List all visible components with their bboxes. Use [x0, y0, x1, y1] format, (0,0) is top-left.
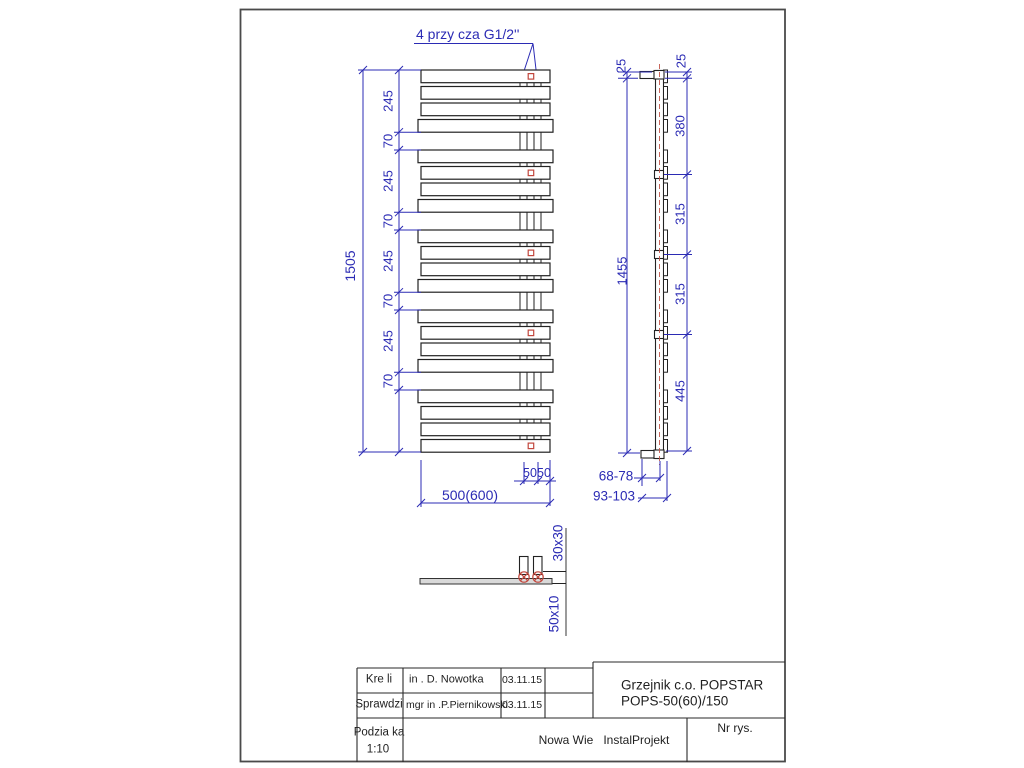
bracket-4: [655, 331, 664, 339]
dim-spacing-1: 380: [672, 115, 688, 137]
section-view: [420, 528, 566, 636]
drawn-by: in . D. Nowotka: [409, 673, 484, 686]
bracket-2: [655, 171, 664, 179]
company: InstalProjekt: [603, 733, 670, 747]
dim-chain-4: 70: [380, 213, 396, 229]
panel-section: [420, 579, 552, 585]
dim-top-left: 25: [613, 58, 629, 74]
drawing-no-label: Nr rys.: [717, 721, 753, 735]
location-company: [539, 734, 670, 746]
front-panels: [418, 70, 553, 452]
dim-bracket-span: 1455: [614, 256, 630, 286]
dim-pitch-b: 50: [537, 465, 551, 480]
location: Nowa Wie: [538, 733, 594, 747]
dim-pitch-a: 50: [523, 465, 537, 480]
dim-wall-to-front: 93-103: [592, 488, 636, 504]
dim-panel-size: 50x10: [546, 595, 562, 633]
checked-by: mgr in .P.Piernikowski: [406, 698, 508, 711]
drawing-title-line2: POPS-50(60)/150: [621, 693, 729, 709]
dim-chain-8: 70: [380, 373, 396, 389]
dim-spacing-3: 315: [672, 283, 688, 305]
dim-width: 500(600): [441, 487, 499, 503]
checked-label: Sprawdzi: [355, 698, 403, 711]
scale-value: 1:10: [366, 743, 390, 756]
checked-date: 03.11.15: [501, 698, 543, 711]
scale-label: Podzia ka: [353, 726, 405, 739]
dim-chain-5: 245: [380, 250, 396, 272]
dim-chain-6: 70: [380, 293, 396, 309]
drawn-date: 03.11.15: [501, 673, 543, 686]
top-bracket-arm: [640, 72, 655, 79]
dim-spacing-4: 445: [672, 380, 688, 402]
drawing-title-line1: Grzejnik c.o. POPSTAR: [621, 677, 764, 693]
dim-chain-2: 70: [380, 133, 396, 149]
dim-chain-7: 245: [380, 330, 396, 352]
top-bracket: [654, 71, 664, 80]
connections-annotation: 4 przy cza G1/2'': [416, 26, 520, 42]
bracket-3: [655, 251, 664, 259]
dim-collector-size: 30x30: [550, 524, 566, 562]
dim-wall-to-axis: 68-78: [598, 468, 634, 484]
dim-chain-1: 245: [380, 90, 396, 112]
dim-spacing-2: 315: [672, 203, 688, 225]
side-view: [640, 70, 668, 459]
bottom-bracket: [654, 450, 664, 459]
drawn-label: Kre li: [365, 673, 393, 686]
dim-total-height: 1505: [342, 250, 358, 282]
dim-top-right: 25: [673, 53, 689, 69]
dim-chain-3: 245: [380, 170, 396, 192]
